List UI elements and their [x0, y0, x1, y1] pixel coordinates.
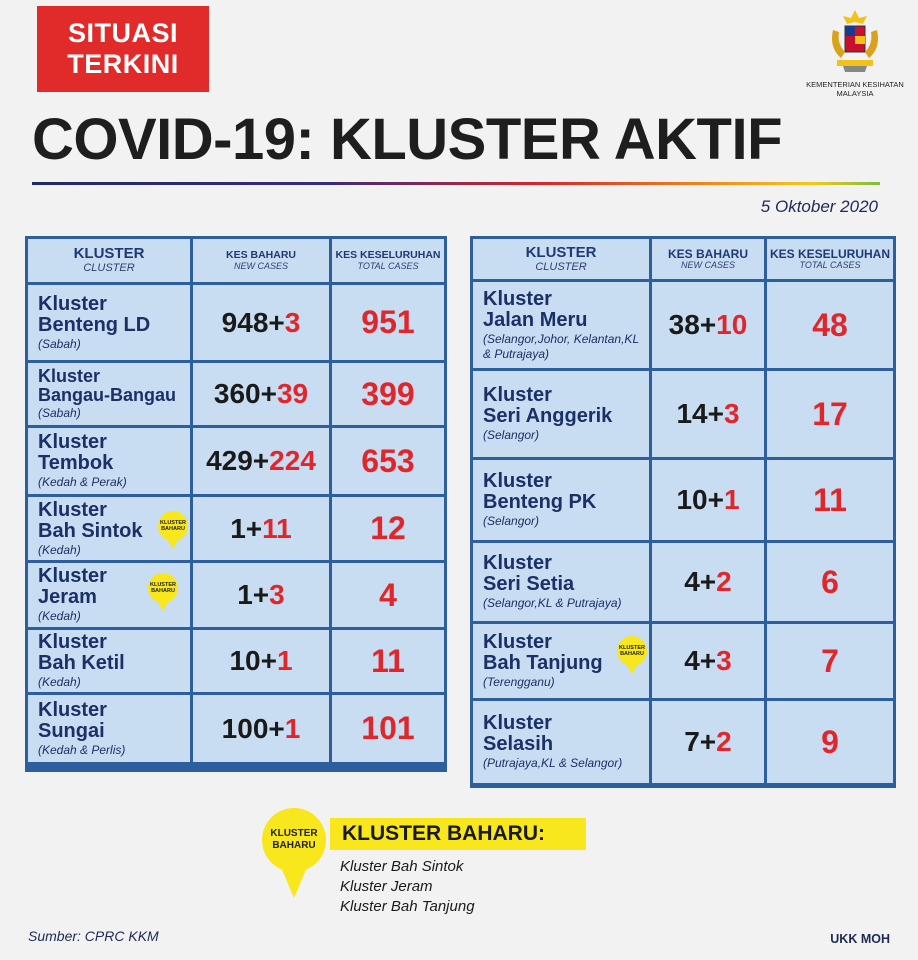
cluster-name: Bangau-Bangau — [38, 385, 177, 405]
new-cases-base: 4+ — [684, 566, 717, 597]
cluster-label: Kluster — [38, 631, 107, 653]
badge-line1: SITUASI — [67, 18, 178, 48]
total-cases: 101 — [361, 710, 415, 746]
table-row — [473, 701, 893, 783]
new-cluster-pin-icon — [148, 573, 178, 613]
new-cases-base: 7+ — [684, 726, 717, 757]
source-credit: Sumber: CPRC KKM — [28, 928, 159, 944]
ministry-crest — [800, 8, 910, 108]
cluster-name-cell — [473, 624, 649, 698]
table-row — [28, 428, 444, 494]
new-cases-base: 429+ — [206, 445, 270, 476]
ministry-line2: MALAYSIA — [836, 89, 874, 98]
list-item: Kluster Jeram — [340, 878, 433, 895]
legend-pin-icon — [262, 808, 326, 900]
table-row — [473, 282, 893, 368]
header-new-sub: NEW CASES — [233, 261, 288, 271]
cluster-name: Seri Anggerik — [483, 405, 613, 427]
new-cases-cell — [193, 563, 329, 627]
legend-pin-label: KLUSTER BAHARU — [262, 808, 326, 872]
cluster-name: Tembok — [38, 452, 114, 474]
ministry-line1: KEMENTERIAN KESIHATAN — [806, 80, 904, 89]
new-cases-added: 11 — [262, 512, 292, 544]
cluster-location: (Sabah) — [38, 406, 81, 420]
total-cases-cell — [767, 371, 893, 457]
cluster-name: Benteng LD — [38, 313, 151, 336]
cluster-location: (Putrajaya,KL & Selangor) — [483, 756, 623, 770]
total-cases: 9 — [821, 723, 839, 760]
total-cases: 399 — [361, 375, 415, 412]
cluster-label: Kluster — [38, 431, 107, 453]
legend-title: KLUSTER BAHARU: — [330, 818, 586, 850]
new-cases-cell — [652, 543, 764, 621]
new-cases-cell — [193, 695, 329, 762]
header-total — [767, 239, 893, 279]
cluster-location: (Sabah) — [38, 336, 81, 351]
new-cases-cell — [652, 624, 764, 698]
cluster-name: Bah Ketil — [38, 652, 125, 674]
new-cases-added: 10 — [716, 309, 748, 340]
new-cases-base: 10+ — [676, 484, 724, 515]
cluster-label: Kluster — [38, 498, 107, 521]
left-cluster-table — [25, 236, 447, 772]
total-cases-cell — [767, 701, 893, 783]
total-cases: 7 — [821, 642, 839, 679]
new-cases-added: 1 — [284, 712, 301, 744]
cluster-label: Kluster — [38, 698, 107, 721]
total-cases-cell — [767, 543, 893, 621]
coat-of-arms-icon — [823, 8, 887, 78]
header-total — [332, 239, 444, 282]
cluster-name-cell — [473, 460, 649, 540]
new-cases-base: 360+ — [213, 378, 277, 409]
new-cases-base: 1+ — [230, 512, 263, 544]
header-cluster-sub: CLUSTER — [83, 262, 135, 274]
pin-label: KLUSTER BAHARU — [617, 636, 647, 666]
total-cases: 11 — [371, 642, 405, 679]
new-cases-added: 224 — [269, 445, 316, 476]
ministry-name — [806, 80, 904, 98]
new-cases-added: 3 — [284, 306, 301, 338]
header-total-main: KES KESELURUHAN — [769, 246, 890, 261]
total-cases: 951 — [361, 304, 415, 340]
cluster-name-cell — [28, 695, 190, 762]
cluster-label: Kluster — [483, 712, 552, 734]
list-item: Kluster Bah Tanjung — [340, 898, 475, 915]
cluster-location: (Selangor) — [483, 514, 540, 528]
new-cases-cell — [193, 497, 329, 560]
new-cases-cell — [193, 428, 329, 494]
total-cases-cell — [332, 363, 444, 425]
header-cluster — [473, 239, 649, 279]
cluster-name-cell — [473, 282, 649, 368]
table-row — [473, 624, 893, 698]
cluster-name: Benteng PK — [483, 491, 597, 513]
total-cases-cell — [767, 282, 893, 368]
new-cases-base: 10+ — [229, 645, 277, 676]
badge-line2: TERKINI — [67, 49, 179, 79]
cluster-name-cell — [28, 285, 190, 360]
total-cases-cell — [332, 630, 444, 692]
new-cases-base: 4+ — [684, 645, 717, 676]
table-row — [28, 497, 444, 560]
cluster-location: (Selangor,Johor, Kelantan,KL & Putrajaya) — [483, 331, 639, 361]
cluster-name: Seri Setia — [483, 573, 575, 595]
total-cases: 6 — [821, 563, 839, 600]
cluster-label: Kluster — [38, 565, 107, 587]
new-cases-base: 38+ — [668, 309, 717, 340]
total-cases: 653 — [361, 442, 415, 479]
cluster-location: (Selangor,KL & Putrajaya) — [483, 596, 622, 610]
cluster-location: (Kedah) — [38, 609, 81, 623]
cluster-name: Jeram — [38, 586, 97, 608]
table-header — [28, 239, 444, 282]
header-total-sub: TOTAL CASES — [799, 259, 861, 270]
total-cases: 12 — [370, 510, 406, 546]
cluster-label: Kluster — [38, 292, 107, 315]
header-new-main: KES BAHARU — [667, 246, 748, 261]
author-credit: UKK MOH — [830, 932, 890, 946]
new-cases-cell — [193, 630, 329, 692]
table-row — [473, 371, 893, 457]
cluster-location: (Kedah) — [38, 675, 81, 689]
new-cases-added: 3 — [723, 398, 740, 429]
header-total-main: KES KESELURUHAN — [335, 249, 441, 261]
new-cases-base: 948+ — [221, 306, 285, 338]
new-cases-added: 39 — [276, 378, 309, 409]
cluster-name-cell — [473, 701, 649, 783]
cluster-name-cell — [473, 371, 649, 457]
new-cluster-pin-icon — [617, 636, 647, 676]
cluster-label: Kluster — [483, 287, 552, 310]
table-row — [473, 543, 893, 621]
table-header — [473, 239, 893, 279]
new-cases-base: 14+ — [676, 398, 724, 429]
total-cases-cell — [332, 285, 444, 360]
page-title: COVID-19: KLUSTER AKTIF — [32, 107, 783, 172]
total-cases: 17 — [812, 395, 848, 432]
right-cluster-table — [470, 236, 896, 788]
total-cases: 11 — [813, 481, 847, 518]
report-date: 5 Oktober 2020 — [760, 197, 878, 216]
cluster-location: (Kedah & Perak) — [38, 475, 127, 489]
total-cases-cell — [332, 563, 444, 627]
cluster-location: (Kedah) — [38, 542, 81, 557]
cluster-location: (Selangor) — [483, 428, 540, 442]
cluster-name-cell — [28, 363, 190, 425]
new-cases-cell — [652, 460, 764, 540]
total-cases-cell — [332, 497, 444, 560]
cluster-name: Bah Sintok — [38, 519, 143, 542]
new-cases-cell — [193, 285, 329, 360]
table-row — [28, 630, 444, 692]
table-row — [28, 285, 444, 360]
list-item: Kluster Bah Sintok — [340, 858, 464, 875]
header-new — [652, 239, 764, 279]
cluster-name: Jalan Meru — [483, 308, 588, 331]
cluster-name: Selasih — [483, 733, 554, 755]
cluster-name-cell — [28, 428, 190, 494]
legend-list — [340, 857, 475, 917]
header-new-main: KES BAHARU — [225, 249, 296, 261]
new-cases-added: 1 — [723, 484, 740, 515]
cluster-location: (Terengganu) — [483, 675, 555, 689]
total-cases-cell — [767, 624, 893, 698]
situasi-terkini-badge — [37, 6, 209, 92]
total-cases-cell — [332, 695, 444, 762]
header-new-sub: NEW CASES — [680, 259, 735, 270]
new-cases-added: 2 — [716, 726, 732, 757]
cluster-name-cell — [28, 563, 190, 627]
new-cases-added: 2 — [716, 566, 732, 597]
header-total-sub: TOTAL CASES — [357, 261, 419, 271]
new-cases-base: 1+ — [237, 579, 270, 610]
cluster-label: Kluster — [38, 366, 101, 386]
cluster-label: Kluster — [483, 631, 552, 653]
table-row — [473, 460, 893, 540]
new-cases-cell — [652, 701, 764, 783]
title-divider — [32, 182, 880, 185]
cluster-label: Kluster — [483, 384, 552, 406]
cluster-label: Kluster — [483, 552, 552, 574]
new-cases-added: 1 — [276, 645, 293, 676]
total-cases-cell — [767, 460, 893, 540]
header-cluster-main: KLUSTER — [73, 245, 145, 262]
new-cases-cell — [652, 282, 764, 368]
cluster-name-cell — [28, 630, 190, 692]
header-cluster-main: KLUSTER — [525, 243, 597, 261]
new-cases-cell — [193, 363, 329, 425]
cluster-location: (Kedah & Perlis) — [38, 742, 126, 757]
new-cluster-pin-icon — [158, 511, 188, 551]
cluster-name-cell — [28, 497, 190, 560]
cluster-name: Bah Tanjung — [483, 652, 603, 674]
new-cases-added: 3 — [716, 645, 732, 676]
new-cases-base: 100+ — [221, 712, 285, 744]
header-new — [193, 239, 329, 282]
header-cluster — [28, 239, 190, 282]
total-cases: 4 — [379, 576, 397, 613]
pin-label: KLUSTER BAHARU — [158, 511, 188, 541]
pin-label: KLUSTER BAHARU — [148, 573, 178, 603]
table-row — [28, 563, 444, 627]
total-cases-cell — [332, 428, 444, 494]
new-cases-added: 3 — [269, 579, 285, 610]
cluster-label: Kluster — [483, 470, 552, 492]
cluster-name: Sungai — [38, 719, 105, 742]
new-cases-cell — [652, 371, 764, 457]
table-row — [28, 695, 444, 762]
cluster-name-cell — [473, 543, 649, 621]
total-cases: 48 — [812, 306, 848, 343]
table-row — [28, 363, 444, 425]
header-cluster-sub: CLUSTER — [535, 260, 587, 273]
